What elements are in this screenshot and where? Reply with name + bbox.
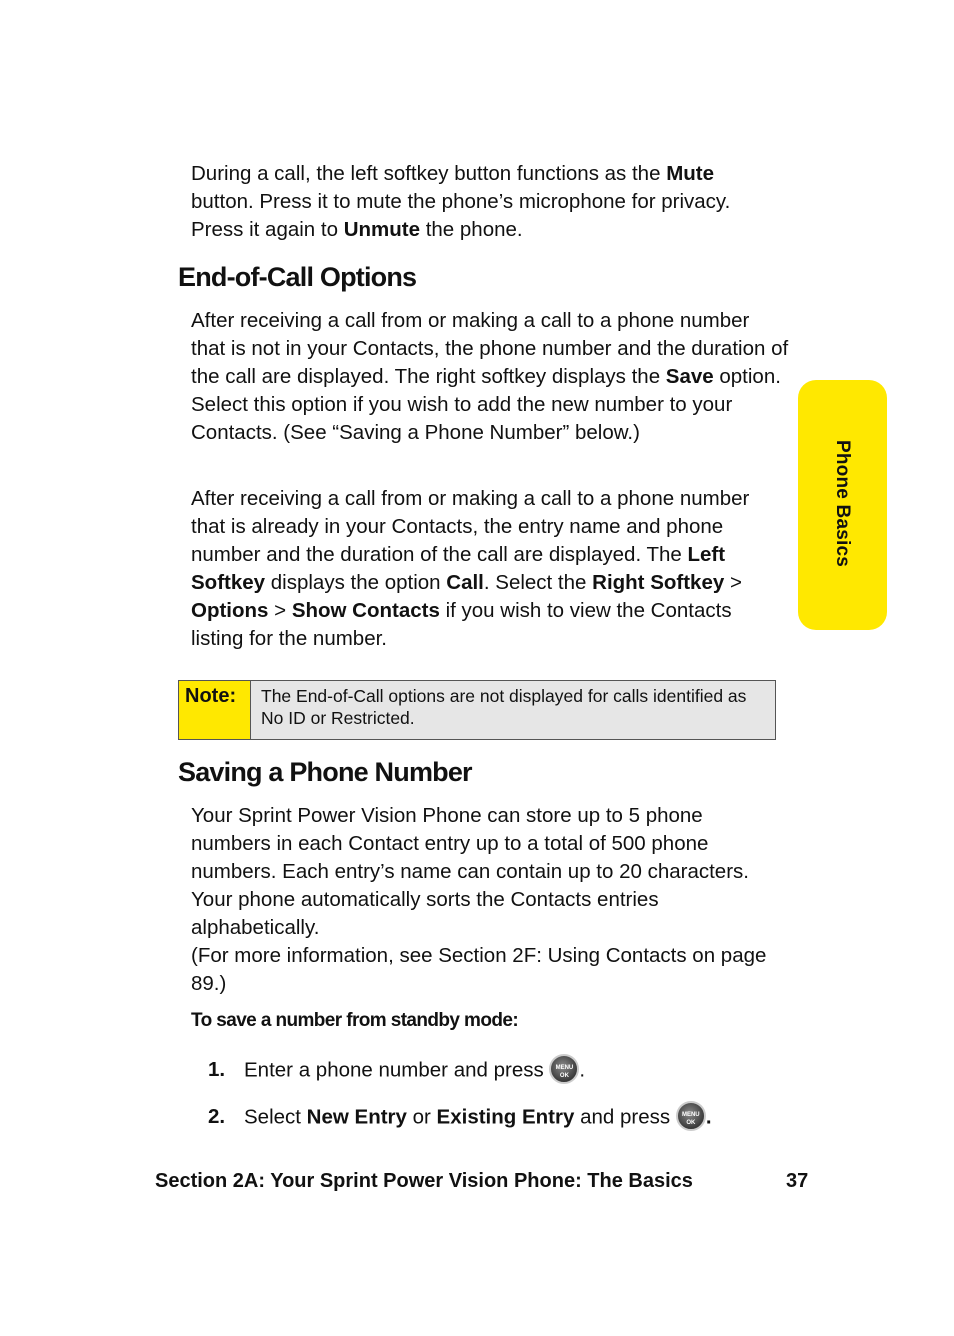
- intro-paragraph: [191, 160, 791, 244]
- body-text: if you wish to view the Contacts listing for the number.: [191, 599, 732, 650]
- existing-entry-term: Existing Entry: [436, 1105, 575, 1129]
- body-text: After receiving a call from or making a call to a phone number that is already in your Contacts, the entry name and phone number and the duration of the call are displayed. The: [191, 487, 750, 566]
- unmute-term: Unmute: [343, 218, 421, 241]
- side-tab-label: Phone Basics: [832, 440, 853, 568]
- step-1: [208, 1056, 585, 1086]
- call-term: Call: [446, 571, 484, 594]
- body-text: option. Select this option if you wish to add the new number to your Contacts. (See “Saving a Phone Number” below.): [191, 365, 781, 444]
- note-label: Note:: [179, 681, 251, 739]
- note-box: [178, 680, 776, 740]
- right-softkey-term: Right Softkey: [592, 571, 725, 594]
- step-text: Enter a phone number and press: [244, 1058, 550, 1082]
- intro-text: the phone.: [420, 218, 523, 241]
- step-2: [208, 1103, 712, 1133]
- step-text: .: [705, 1105, 712, 1129]
- footer-section-title: Section 2A: Your Sprint Power Vision Phone: The Basics: [155, 1170, 693, 1192]
- mute-term: Mute: [666, 162, 715, 185]
- body-text: >: [268, 599, 292, 622]
- step-text: .: [579, 1058, 586, 1082]
- body-text: Your Sprint Power Vision Phone can store up to 5 phone numbers in each Contact entry up to a total of 500 phone numbers. Each entry’s name can contain up to 20 characters. Your phone automatically sorts the Contacts entries alphabetically.: [191, 804, 749, 939]
- step-text: Select: [244, 1105, 307, 1129]
- saving-paragraph: [191, 802, 786, 998]
- body-text: (For more information, see Section 2F: Using Contacts on page 89.): [191, 944, 767, 995]
- intro-text: During a call, the left softkey button functions as the: [191, 162, 667, 185]
- body-text: displays the option: [265, 571, 447, 594]
- end-of-call-paragraph-2: [191, 485, 789, 653]
- section-heading-saving-number: Saving a Phone Number: [178, 757, 472, 787]
- end-of-call-paragraph-1: [191, 307, 789, 447]
- step-number: 1.: [208, 1058, 226, 1082]
- body-text: . Select the: [483, 571, 593, 594]
- step-text: and press: [574, 1105, 676, 1129]
- menu-ok-button-icon: MENU OK: [549, 1054, 579, 1084]
- show-contacts-term: Show Contacts: [291, 599, 440, 622]
- section-heading-end-of-call: End-of-Call Options: [178, 262, 417, 292]
- new-entry-term: New Entry: [306, 1105, 407, 1129]
- step-number: 2.: [208, 1105, 226, 1129]
- intro-text: Press it again to: [191, 218, 344, 241]
- options-term: Options: [191, 599, 269, 622]
- note-text: The End-of-Call options are not displayed for calls identified as No ID or Restricted.: [251, 681, 775, 739]
- step-text: or: [406, 1105, 437, 1129]
- chapter-side-tab: [798, 380, 887, 630]
- save-term: Save: [665, 365, 714, 388]
- intro-text: button. Press it to mute the phone’s microphone for privacy.: [191, 190, 731, 213]
- procedure-subheading: To save a number from standby mode:: [191, 1010, 519, 1031]
- left-softkey-term: Left Softkey: [191, 543, 726, 594]
- page-number: 37: [786, 1170, 809, 1192]
- menu-ok-button-icon: MENU OK: [676, 1101, 706, 1131]
- body-text: After receiving a call from or making a call to a phone number that is not in your Contacts, the phone number and the duration of the call are displayed. The right softkey displays the: [191, 309, 789, 388]
- body-text: >: [724, 571, 742, 594]
